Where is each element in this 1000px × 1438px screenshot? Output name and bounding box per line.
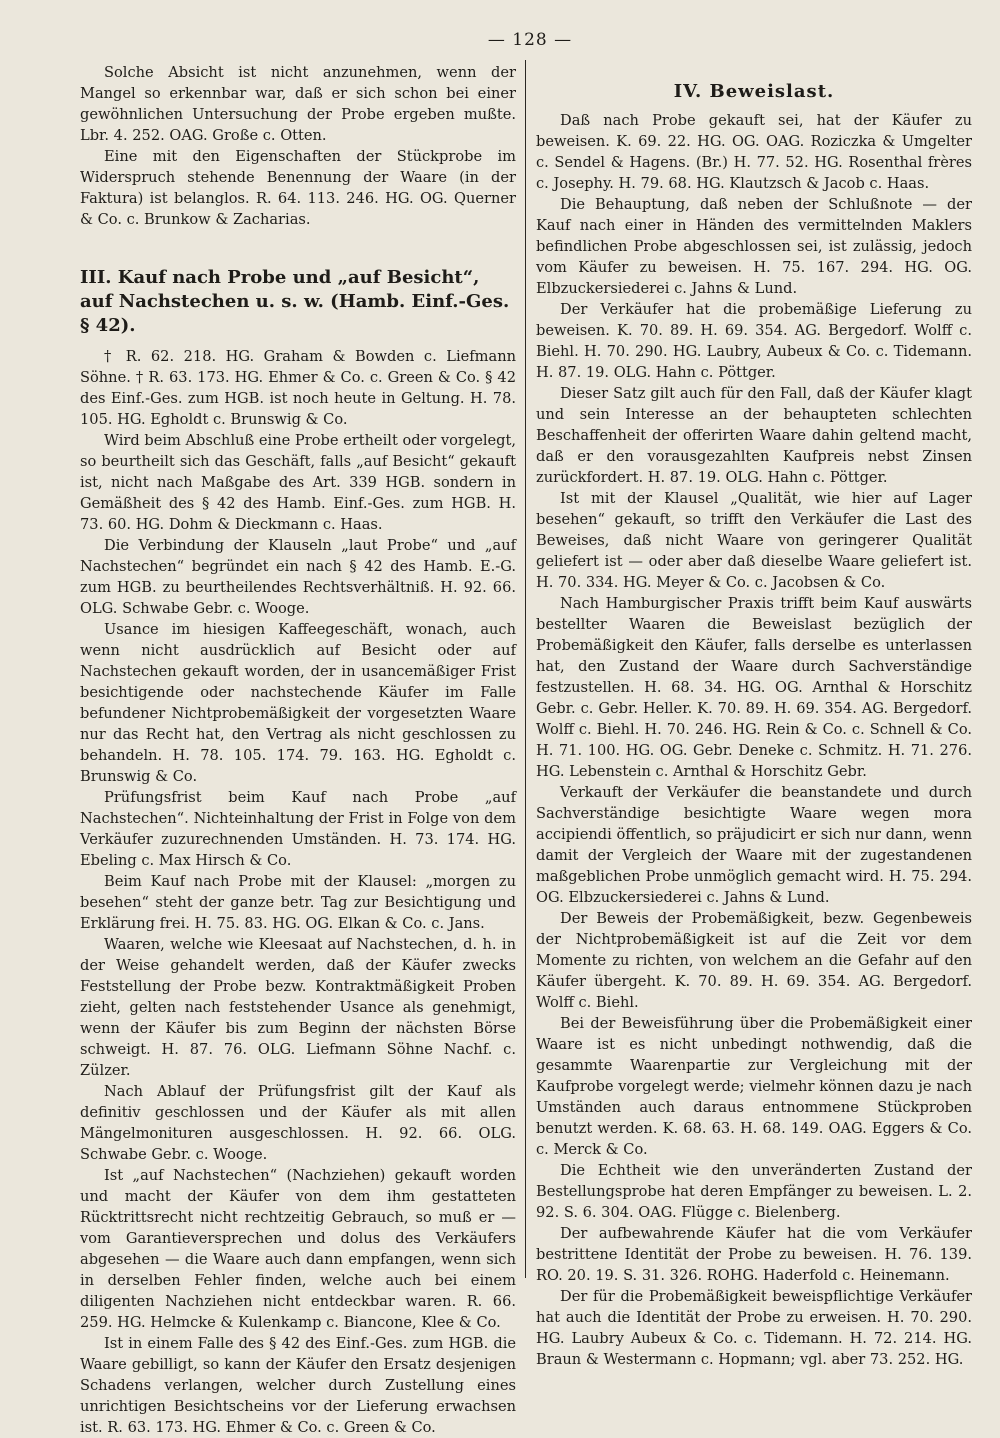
paragraph: Wird beim Abschluß eine Probe ertheilt oder vorgelegt, so beurtheilt sich das Geschäft, falls „auf Besicht“ gekauft ist, nicht nach Maßgabe des Art. 339 HGB. sondern in Gemäßheit des § 42 des Hamb. Einf.-Ges. zum HGB. H. 73. 60. HG. Dohm & Dieckmann c. Haas. [80, 432, 516, 533]
paragraph: † R. 62. 218. HG. Graham & Bowden c. Liefmann Söhne. † R. 63. 173. HG. Ehmer & Co. c. Green & Co. § 42 des Einf.-Ges. zum HGB. ist noch heute in Geltung. H. 78. 105. HG. Egholdt c. Brunswig & Co. [80, 348, 516, 428]
paragraph: Der Beweis der Probemäßigkeit, bezw. Gegenbeweis der Nichtprobemäßigkeit ist auf die Zeit vor dem Momente zu richten, von welchem an die Gefahr auf den Käufer übergeht. K. 70. 89. H. 69. 354. AG. Bergedorf. Wolff c. Biehl. [536, 910, 972, 1011]
paragraph: Daß nach Probe gekauft sei, hat der Käufer zu beweisen. K. 69. 22. HG. OG. OAG. Roziczka & Umgelter c. Sendel & Hagens. (Br.) H. 77. 52. HG. Rosenthal frères c. Josephy. H. 79. 68. HG. Klautzsch & Jacob c. Haas. [536, 112, 972, 192]
paragraph: Die Echtheit wie den unveränderten Zustand der Bestellungsprobe hat deren Empfänger zu beweisen. L. 2. 92. S. 6. 304. OAG. Flügge c. Bielenberg. [536, 1162, 972, 1221]
paragraph: Die Behauptung, daß neben der Schlußnote — der Kauf nach einer in Händen des vermittelnden Maklers befindlichen Probe abgeschlossen sei, ist zulässig, jedoch vom Käufer zu beweisen. H. 75. 167. 294. HG. OG. Elbzuckersiederei c. Jahns & Lund. [536, 196, 972, 297]
page-number: — 128 — [487, 30, 573, 50]
paragraph: Waaren, welche wie Kleesaat auf Nachstechen, d. h. in der Weise gehandelt werden, daß der Käufer zwecks Feststellung der Probe bezw. Kontraktmäßigkeit Proben zieht, gelten nach feststehender Usance als genehmigt, wenn der Käufer bis zum Beginn der nächsten Börse schweigt. H. 87. 76. OLG. Liefmann Söhne Nachf. c. Zülzer. [80, 936, 516, 1079]
paragraph: Eine mit den Eigenschaften der Stückprobe im Widerspruch stehende Benennung der Waare (in der Faktura) ist belanglos. R. 64. 113. 246. HG. OG. Querner & Co. c. Brunkow & Zacharias. [80, 148, 516, 228]
column-divider [525, 60, 526, 1278]
paragraph: Der aufbewahrende Käufer hat die vom Verkäufer bestrittene Identität der Probe zu beweisen. H. 76. 139. RO. 20. 19. S. 31. 326. ROHG. Haderfold c. Heinemann. [536, 1225, 972, 1284]
paragraph: Usance im hiesigen Kaffeegeschäft, wonach, auch wenn nicht ausdrücklich auf Besicht oder auf Nachstechen gekauft worden, der in usancemäßiger Frist besichtigende oder nachstechende Käufer im Falle befundener Nichtprobemäßigkeit der vorgesetzten Waare nur das Recht hat, den Vertrag als nicht geschlossen zu behandeln. H. 78. 105. 174. 79. 163. HG. Egholdt c. Brunswig & Co. [80, 621, 516, 785]
paragraph: Solche Absicht ist nicht anzunehmen, wenn der Mangel so erkennbar war, daß er sich schon bei einer gewöhnlichen Untersuchung der Probe ergeben mußte. Lbr. 4. 252. OAG. Große c. Otten. [80, 64, 516, 144]
left-column [80, 62, 516, 1438]
paragraph: Ist mit der Klausel „Qualität, wie hier auf Lager besehen“ gekauft, so trifft den Verkäufer die Last des Beweises, daß nicht Waare von geringerer Qualität geliefert ist — oder aber daß dieselbe Waare geliefert ist. H. 70. 334. HG. Meyer & Co. c. Jacobsen & Co. [536, 490, 972, 591]
paragraph: Bei der Beweisführung über die Probemäßigkeit einer Waare ist es nicht unbedingt nothwendig, daß die gesammte Waarenpartie zur Vergleichung mit der Kaufprobe vorgelegt werde; vielmehr können dazu je nach Umständen auch daraus entnommene Stückproben benutzt werden. K. 68. 63. H. 68. 149. OAG. Eggers & Co. c. Merck & Co. [536, 1015, 972, 1158]
right-column [536, 80, 972, 1370]
paragraph: Verkauft der Verkäufer die beanstandete und durch Sachverständige besichtigte Waare wegen mora accipiendi öffentlich, so präjudicirt er sich nur dann, wenn damit der Vergleich der Waare mit der zugestandenen maßgeblichen Probe unmöglich gemacht wird. H. 75. 294. OG. Elbzuckersiederei c. Jahns & Lund. [536, 784, 972, 906]
paragraph: Dieser Satz gilt auch für den Fall, daß der Käufer klagt und sein Interesse an der behaupteten schlechten Beschaffenheit der offerirten Waare dahin geltend macht, daß er den vorausgezahlten Kaufpreis nebst Zinsen zurückfordert. H. 87. 19. OLG. Hahn c. Pöttger. [536, 385, 972, 486]
section-heading-iv: IV. Beweislast. [673, 81, 835, 102]
paragraph: Nach Hamburgischer Praxis trifft beim Kauf auswärts bestellter Waaren die Beweislast bezüglich der Probemäßigkeit den Käufer, falls derselbe es unterlassen hat, den Zustand der Waare durch Sachverständige festzustellen. H. 68. 34. HG. OG. Arnthal & Horschitz Gebr. c. Gebr. Heller. K. 70. 89. H. 69. 354. AG. Bergedorf. Wolff c. Biehl. H. 70. 246. HG. Rein & Co. c. Schnell & Co. H. 71. 100. HG. OG. Gebr. Deneke c. Schmitz. H. 71. 276. HG. Lebenstein c. Arnthal & Horschitz Gebr. [536, 595, 972, 780]
paragraph: Die Verbindung der Klauseln „laut Probe“ und „auf Nachstechen“ begründet ein nach § 42 des Hamb. E.-G. zum HGB. zu beurtheilendes Rechtsverhältniß. H. 92. 66. OLG. Schwabe Gebr. c. Wooge. [80, 537, 516, 617]
paragraph: Nach Ablauf der Prüfungsfrist gilt der Kauf als definitiv geschlossen und der Käufer als mit allen Mängelmonituren ausgeschlossen. H. 92. 66. OLG. Schwabe Gebr. c. Wooge. [80, 1083, 516, 1163]
paragraph: Der für die Probemäßigkeit beweispflichtige Verkäufer hat auch die Identität der Probe zu erweisen. H. 70. 290. HG. Laubry Aubeux & Co. c. Tidemann. H. 72. 214. HG. Braun & Westermann c. Hopmann; vgl. aber 73. 252. HG. [536, 1288, 972, 1368]
paragraph: Ist „auf Nachstechen“ (Nachziehen) gekauft worden und macht der Käufer von dem ihm gestatteten Rücktrittsrecht nicht rechtzeitig Gebrauch, so muß er — vom Garantieversprechen und dolus des Verkäufers abgesehen — die Waare auch dann empfangen, wenn sich in derselben Fehler finden, welche auch bei einem diligenten Nachziehen nicht entdeckbar waren. R. 66. 259. HG. Helmcke & Kulenkamp c. Biancone, Klee & Co. [80, 1167, 516, 1331]
paragraph: Ist in einem Falle des § 42 des Einf.-Ges. zum HGB. die Waare gebilligt, so kann der Käufer den Ersatz desjenigen Schadens verlangen, welcher durch Zustellung eines unrichtigen Besichtscheins vor der Lieferung erwachsen ist. R. 63. 173. HG. Ehmer & Co. c. Green & Co. [80, 1335, 516, 1436]
section-heading-iii: III. Kauf nach Probe und „auf Besicht“, auf Nachstechen u. s. w. (Hamb. Einf.-Ges. § 42). [80, 267, 510, 336]
paragraph: Der Verkäufer hat die probemäßige Lieferung zu beweisen. K. 70. 89. H. 69. 354. AG. Bergedorf. Wolff c. Biehl. H. 70. 290. HG. Laubry, Aubeux & Co. c. Tidemann. H. 87. 19. OLG. Hahn c. Pöttger. [536, 301, 972, 381]
paragraph: Prüfungsfrist beim Kauf nach Probe „auf Nachstechen“. Nichteinhaltung der Frist in Folge von dem Verkäufer zuzurechnenden Umständen. H. 73. 174. HG. Ebeling c. Max Hirsch & Co. [80, 789, 516, 869]
paragraph: Beim Kauf nach Probe mit der Klausel: „morgen zu besehen“ steht der ganze betr. Tag zur Besichtigung und Erklärung frei. H. 75. 83. HG. OG. Elkan & Co. c. Jans. [80, 873, 516, 932]
